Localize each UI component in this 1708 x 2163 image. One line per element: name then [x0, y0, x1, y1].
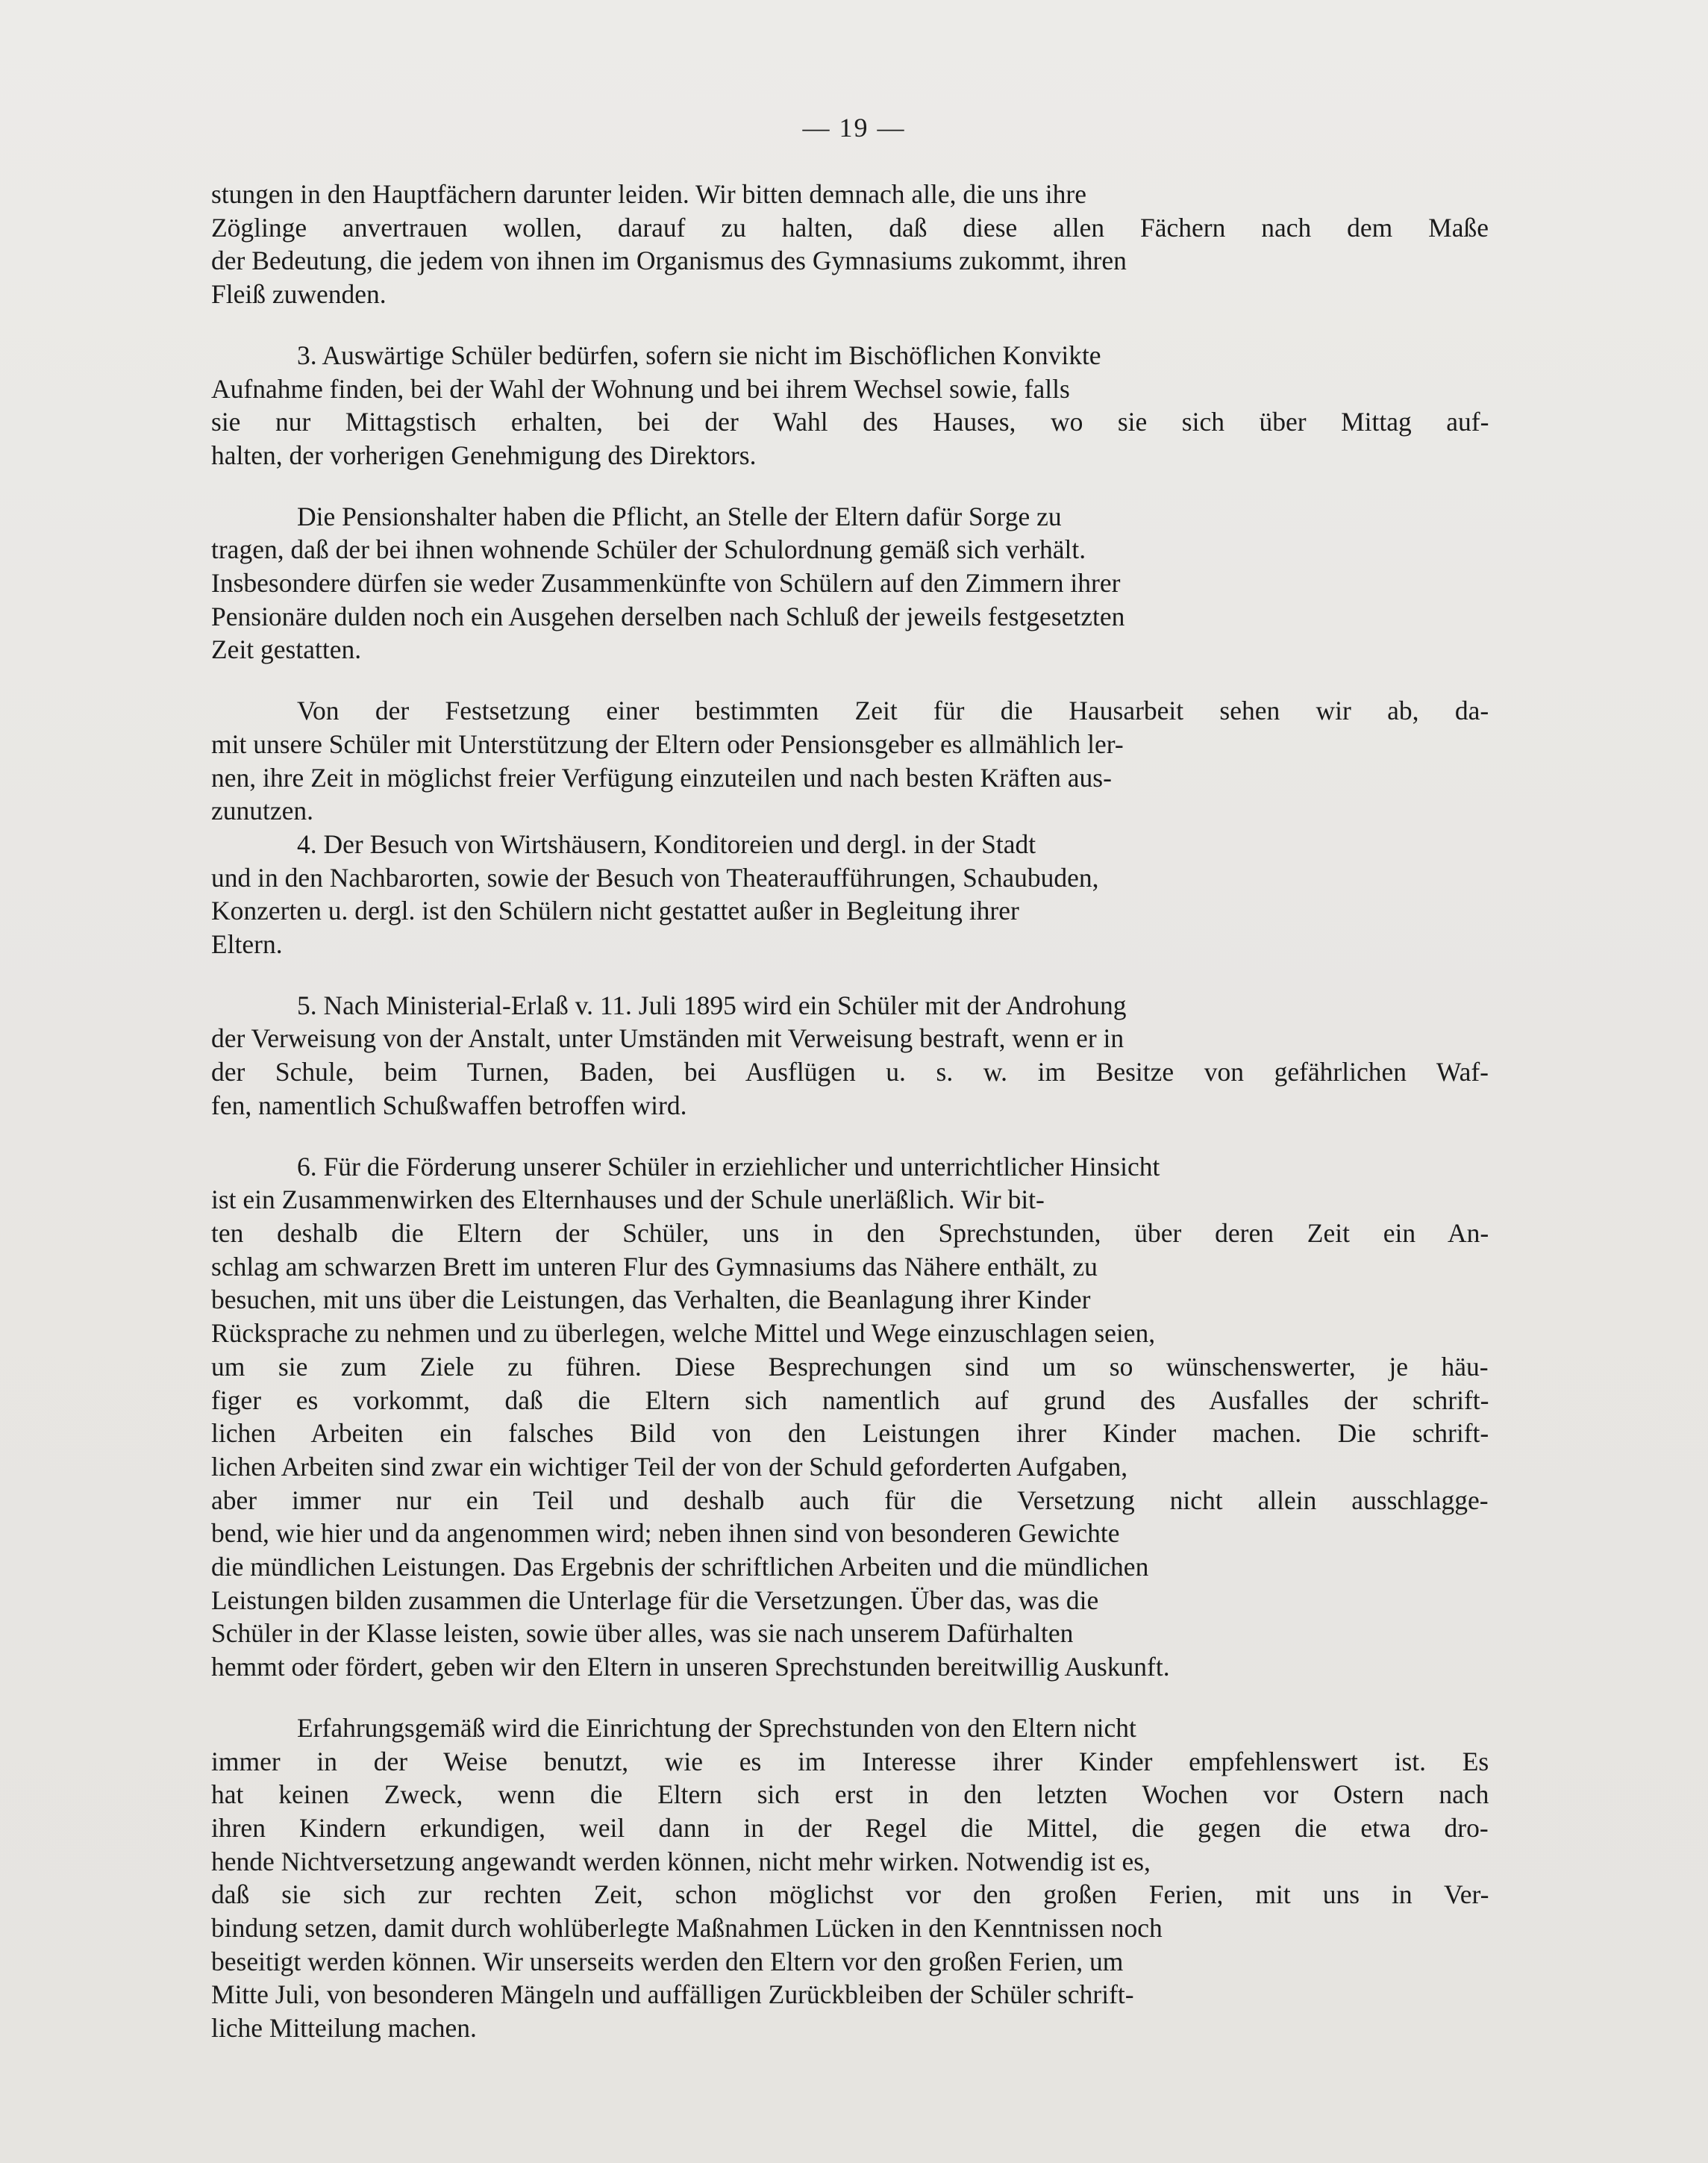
paragraph-1 [211, 178, 1489, 311]
paragraph-4-wirtshaeuser [211, 828, 1489, 961]
text-line: halten, der vorherigen Genehmigung des Direktors. [211, 440, 757, 470]
text-line: Insbesondere dürfen sie weder Zusammenkünfte von Schülern auf den Zimmern ihrer [211, 568, 1121, 599]
text-line: Schüler in der Klasse leisten, sowie über alles, was sie nach unserem Dafürhalten [211, 1618, 1074, 1649]
text-line: Leistungen bilden zusammen die Unterlage für die Versetzungen. Über das, was die [211, 1585, 1099, 1615]
text-line: Fleiß zuwenden. [211, 279, 387, 310]
text-line: 5. Nach Ministerial-Erlaß v. 11. Juli 1895 wird ein Schüler mit der Androhung [297, 990, 1127, 1020]
text-line: liche Mitteilung machen. [211, 2013, 477, 2044]
text-line: Zeit gestatten. [211, 634, 362, 665]
text-line: Erfahrungsgemäß wird die Einrichtung der Sprechstunden von den Eltern nicht [297, 1712, 1136, 1743]
text-line: tragen, daß der bei ihnen wohnende Schüler der Schulordnung gemäß sich verhält. [211, 534, 1086, 565]
text-line: bindung setzen, damit durch wohlüberlegte Maßnahmen Lücken in den Kenntnissen noch [211, 1913, 1163, 1944]
text-line: Mitte Juli, von besonderen Mängeln und auffälligen Zurückbleiben der Schüler schrift- [211, 1979, 1134, 2010]
text-line: 6. Für die Förderung unserer Schüler in erziehlicher und unterrichtlicher Hinsicht [297, 1151, 1160, 1182]
text-line: ihren Kindern erkundigen, weil dann in der Regel die Mittel, die gegen die etwa dro- [211, 1812, 1489, 1843]
text-line: und in den Nachbarorten, sowie der Besuch von Theateraufführungen, Schaubuden, [211, 862, 1099, 893]
text-line: hende Nichtversetzung angewandt werden können, nicht mehr wirken. Notwendig ist es, [211, 1846, 1151, 1876]
text-line: fen, namentlich Schußwaffen betroffen wird. [211, 1090, 687, 1120]
text-line: Die Pensionshalter haben die Pflicht, an Stelle der Eltern dafür Sorge zu [297, 501, 1062, 531]
text-line: 4. Der Besuch von Wirtshäusern, Konditoreien und dergl. in der Stadt [297, 828, 1036, 859]
text-line: Eltern. [211, 929, 283, 960]
text-line: stungen in den Hauptfächern darunter leiden. Wir bitten demnach alle, die uns ihre [211, 179, 1086, 209]
text-line: besuchen, mit uns über die Leistungen, das Verhalten, die Beanlagung ihrer Kinder [211, 1285, 1091, 1315]
text-line: ist ein Zusammenwirken des Elternhauses und der Schule unerläßlich. Wir bit- [211, 1184, 1045, 1215]
text-line: Pensionäre dulden noch ein Ausgehen derselben nach Schluß der jeweils festgesetzten [211, 601, 1125, 631]
text-line: bend, wie hier und da angenommen wird; neben ihnen sind von besonderen Gewichte [211, 1518, 1120, 1549]
text-line: Rücksprache zu nehmen und zu überlegen, welche Mittel und Wege einzuschlagen seien, [211, 1318, 1156, 1349]
text-line: hemmt oder fördert, geben wir den Eltern in unseren Sprechstunden bereitwillig Auskunft. [211, 1652, 1170, 1682]
text-line: die mündlichen Leistungen. Das Ergebnis der schriftlichen Arbeiten und die mündlichen [211, 1552, 1149, 1582]
text-line: schlag am schwarzen Brett im unteren Flur des Gymnasiums das Nähere enthält, zu [211, 1251, 1098, 1282]
paragraph-3-auswaertige-schueler [211, 339, 1489, 472]
text-line: nen, ihre Zeit in möglichst freier Verfügung einzuteilen und nach besten Kräften aus- [211, 762, 1112, 793]
text-line: Aufnahme finden, bei der Wahl der Wohnung und bei ihrem Wechsel sowie, falls [211, 373, 1070, 404]
text-line: hat keinen Zweck, wenn die Eltern sich erst in den letzten Wochen vor Ostern nach [211, 1779, 1489, 1810]
text-line: um sie zum Ziele zu führen. Diese Besprechungen sind um so wünschenswerter, je häu- [211, 1351, 1489, 1382]
text-line: ten deshalb die Eltern der Schüler, uns in den Sprechstunden, über deren Zeit ein An- [211, 1217, 1489, 1248]
text-line: Zöglinge anvertrauen wollen, darauf zu halten, daß diese allen Fächern nach dem Maße [211, 212, 1489, 243]
text-line: Konzerten u. dergl. ist den Schülern nicht gestattet außer in Begleitung ihrer [211, 896, 1019, 926]
text-line: aber immer nur ein Teil und deshalb auch für die Versetzung nicht allein ausschlagge- [211, 1485, 1489, 1515]
text-line: mit unsere Schüler mit Unterstützung der Eltern oder Pensionsgeber es allmählich ler- [211, 728, 1124, 759]
paragraph-pensionshalter [211, 500, 1489, 667]
text-line: daß sie sich zur rechten Zeit, schon möglichst vor den großen Ferien, mit uns in Ver- [211, 1879, 1489, 1910]
page-number: — 19 — [802, 113, 906, 143]
text-line: Von der Festsetzung einer bestimmten Zeit für die Hausarbeit sehen wir ab, da- [297, 696, 1489, 726]
text-line: der Schule, beim Turnen, Baden, bei Ausflügen u. s. w. im Besitze von gefährlichen Waf- [211, 1057, 1489, 1087]
text-line: figer es vorkommt, daß die Eltern sich namentlich auf grund des Ausfalles der schrift- [211, 1385, 1489, 1415]
paragraph-erfahrungsgemaess [211, 1711, 1489, 2045]
body-text [211, 178, 1489, 2045]
text-line: der Verweisung von der Anstalt, unter Umständen mit Verweisung bestraft, wenn er in [211, 1023, 1124, 1054]
text-line: zunutzen. [211, 796, 314, 826]
text-line: sie nur Mittagstisch erhalten, bei der Wahl des Hauses, wo sie sich über Mittag auf- [211, 407, 1489, 437]
text-line: der Bedeutung, die jedem von ihnen im Organismus des Gymnasiums zukommt, ihren [211, 246, 1127, 276]
text-line: lichen Arbeiten sind zwar ein wichtiger Teil der von der Schuld geforderten Aufgaben, [211, 1451, 1128, 1482]
text-line: immer in der Weise benutzt, wie es im Interesse ihrer Kinder empfehlenswert ist. Es [211, 1746, 1489, 1776]
text-line: beseitigt werden können. Wir unserseits werden den Eltern vor den großen Ferien, um [211, 1946, 1124, 1976]
paragraph-hausarbeit [211, 694, 1489, 828]
text-line: lichen Arbeiten ein falsches Bild von den Leistungen ihrer Kinder machen. Die schrift- [211, 1418, 1489, 1449]
text-line: 3. Auswärtige Schüler bedürfen, sofern sie nicht im Bischöflichen Konvikte [297, 340, 1101, 370]
paragraph-5-ministerial-erlass [211, 989, 1489, 1123]
paragraph-6-foerderung [211, 1150, 1489, 1684]
